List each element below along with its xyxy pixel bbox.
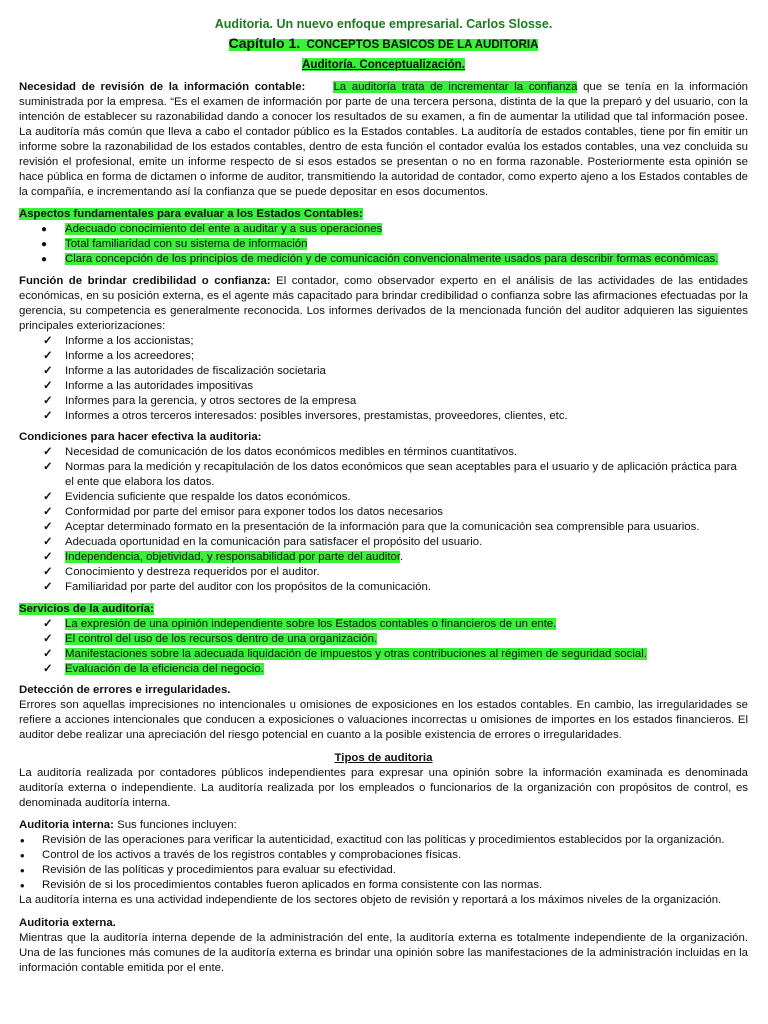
list-item: ✓ Conocimiento y destreza requeridos por el auditor. [19,565,748,580]
conditions-heading: Condiciones para hacer efectiva la auditoria: [19,431,262,443]
section-subtitle: Auditoría. Conceptualización. [302,58,465,71]
list-item: ✓ Evaluación de la eficiencia del negocio. [19,662,748,677]
errors-heading: Detección de errores e irregularidades. [19,684,231,696]
list-item: ✓ Necesidad de comunicación de los datos económicos medibles en términos cuantitativos. [19,445,748,460]
list-item: • Control de los activos a través de los registros contables y comprobaciones físicas. [19,848,748,863]
external-text: Mientras que la auditoría interna depende de la administración del ente, la auditoría externa es totalmente independiente de la organización. Una de las funciones más comunes de la auditoría externa es brindar una opinión sobre las manifestaciones de la administración incluidas en la información contable emitida por el ente. [19,932,748,974]
list-item: ● Adecuado conocimiento del ente a auditar y a sus operaciones [19,222,748,237]
list-item: ✓ Informes para la gerencia, y otros sectores de la empresa [19,394,748,409]
conditions-section [19,430,748,595]
list-item: ✓ Evidencia suficiente que respalde los datos económicos. [19,490,748,505]
need-heading: Necesidad de revisión de la información contable: [19,81,306,93]
book-title: Auditoria. Un nuevo enfoque empresarial. Carlos Slosse. [214,17,553,31]
chapter-title: CONCEPTOS BASICOS DE LA AUDITORIA [306,39,539,51]
list-item: ● Clara concepción de los principios de medición y de comunicación convencionalmente usados para describir formas económicas. [19,252,748,267]
errors-section [19,683,748,743]
list-item: ● Total familiaridad con su sistema de información [19,237,748,252]
list-item: ✓ La expresión de una opinión independiente sobre los Estados contables o financieros de un ente. [19,617,748,632]
errors-text: Errores son aquellas imprecisiones no intencionales u omisiones de exposiciones en los estados contables. En cambio, las irregularidades se refiere a acciones intencionales que conducen a exposiciones o valuaciones incorrectas u omisiones de importes en los estados financieros. El auditor debe realizar una apreciación del riesgo potencial en cuanto a la posible existencia de errores o irregularidades. [19,699,748,741]
function-heading: Función de brindar credibilidad o confianza: [19,275,271,287]
function-section [19,274,748,424]
internal-heading: Auditoria interna: [19,819,114,831]
services-section [19,602,748,677]
list-item: ✓ Informe a las autoridades de fiscalización societaria [19,364,748,379]
list-item: • Revisión de si los procedimientos contables fueron aplicados en forma consistente con las normas. [19,878,748,893]
list-item: ✓ Aceptar determinado formato en la presentación de la información para que la comunicación sea comprensible para usuarios. [19,520,748,535]
need-text: que se tenía en la información suministrada por la empresa. “Es el examen de información por parte de una tercera persona, distinta de la que la preparó y del usuario, con la intención de establecer su razonabilidad dando a conocer los resultados de su examen, a fin de aumentar la utilidad que tal información posee. La auditoría más común que lleva a cabo el contador público es la Estados contables. La auditoría de estados contables, tiene por fin emitir un informe sobre la razonabilidad de los estados contables, dentro de esta función el contador evalúa los estados contables, una vez concluida su revisión el profesional, emite un informe respecto de si esos estados se presentan o no en forma razonable. Posteriormente esta opinión se hace pública en forma de dictamen o informe de auditor, transmitiendo la autoridad de contador, como experto ajeno a los Estados contables de la compañía, e incrementando así la confianza que se puede depositar en esos documentos. [19,81,748,198]
list-item: ✓ Conformidad por parte del emisor para exponer todos los datos necesarios [19,505,748,520]
types-section [19,751,748,811]
aspects-heading: Aspectos fundamentales para evaluar a los Estados Contables: [19,208,363,220]
function-text: El contador, como observador experto en el análisis de las actividades de las entidades económicas, en su posición externa, es el agente más capacitado para brindar credibilidad o confianza sobre las afirmaciones efectuadas por la gerencia, su competencia es generalmente reconocida. Los informes derivados de la mencionada función del auditor adquieren las siguientes principales exteriorizaciones: [19,275,748,332]
list-item: ✓ Informes a otros terceros interesados: posibles inversores, prestamistas, proveedores, clientes, etc. [19,409,748,424]
need-highlight: La auditoría trata de incrementar la confianza [333,81,578,93]
internal-closing: La auditoría interna es una actividad independiente de los sectores objeto de revisión y reportará a los máximos niveles de la organización. [19,894,722,906]
types-heading: Tipos de auditoria [334,752,433,764]
list-item: ✓ Informe a las autoridades impositivas [19,379,748,394]
external-heading: Auditoria externa. [19,917,116,929]
chapter-heading [19,35,748,54]
list-item: • Revisión de las políticas y procedimientos para evaluar su efectividad. [19,863,748,878]
list-item: ✓ Manifestaciones sobre la adecuada liquidación de impuestos y otras contribuciones al régimen de seguridad social. [19,647,748,662]
need-paragraph [19,80,748,200]
external-section [19,916,748,976]
aspects-section [19,207,748,267]
types-text: La auditoría realizada por contadores públicos independientes para expresar una opinión sobre la información examinada es denominada auditoría externa o independiente. La auditoría realizada por los empleados o funcionarios de la organización con propósitos de control, es denominada auditoría interna. [19,767,748,809]
internal-section: Auditoria interna: Sus funciones incluyen: • Revisión de las operaciones para verificar la autenticidad, exactitud con las políticas y procedimientos establecidos por la organización. • Control de los activos a través de los registros contables y comprobaciones físicas. • Revisión de las políticas y procedimientos para evaluar su efectividad. • Revisión de si los procedimientos contables fueron aplicados en forma consistente con las normas. La auditoría interna es una actividad independiente de los sectores objeto de revisión y reportará a los máximos niveles de la organización. [19,818,748,908]
list-item: ✓ Informe a los acreedores; [19,349,748,364]
list-item: ✓ Independencia, objetividad, y responsabilidad por parte del auditor. [19,550,748,565]
list-item: ✓ Informe a los accionistas; [19,334,748,349]
list-item: ✓ Adecuada oportunidad en la comunicación para satisfacer el propósito del usuario. [19,535,748,550]
services-heading: Servicios de la auditoría: [19,603,154,615]
chapter-number: Capítulo 1. [228,35,301,51]
list-item: • Revisión de las operaciones para verificar la autenticidad, exactitud con las políticas y procedimientos establecidos por la organización. [19,833,748,848]
list-item: ✓ Normas para la medición y recapitulación de los datos económicos que sean aceptables para el usuario y de aplicación práctica para el ente que elabora los datos. [19,460,748,490]
list-item: ✓ Familiaridad por parte del auditor con los propósitos de la comunicación. [19,580,748,595]
list-item: ✓ El control del uso de los recursos dentro de una organización. [19,632,748,647]
